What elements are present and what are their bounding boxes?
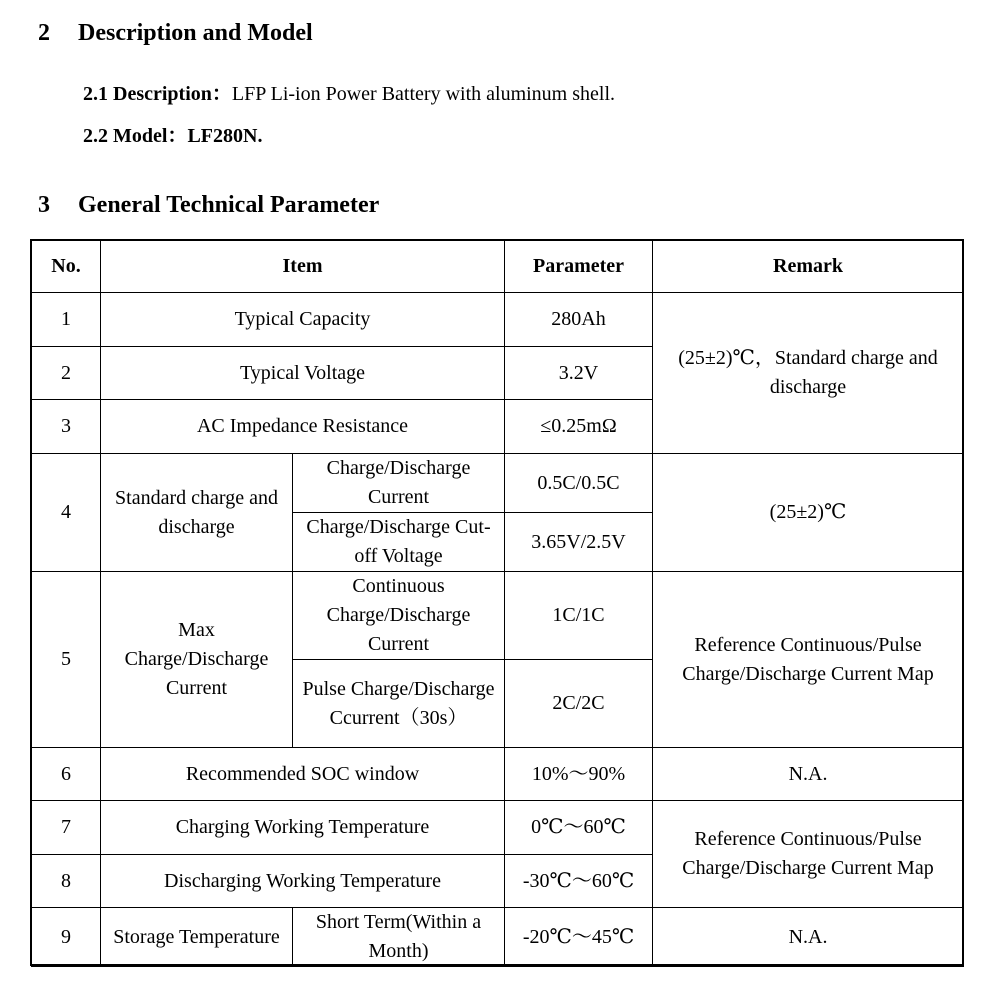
row-3-item: AC Impedance Resistance — [101, 400, 505, 454]
row-4-item: Standard charge and discharge — [101, 454, 293, 572]
row-2-item: Typical Voltage — [101, 347, 505, 400]
section-2-number: 2 — [38, 20, 50, 46]
model-label: 2.2 Model： — [83, 125, 188, 147]
row-8-no: 8 — [32, 855, 101, 908]
row-5-parameter-2: 2C/2C — [505, 660, 653, 748]
row-4-sub-1: Charge/Discharge Current — [293, 454, 505, 513]
table-row — [32, 748, 964, 801]
row-9-item: Storage Temperature — [101, 908, 293, 967]
row-4-no: 4 — [32, 454, 101, 572]
section-3-heading — [38, 192, 379, 219]
row-6-item: Recommended SOC window — [101, 748, 505, 801]
row-9-no: 9 — [32, 908, 101, 967]
row-8-parameter: -30℃～60℃ — [505, 855, 653, 908]
section-3-title: General Technical Parameter — [78, 192, 380, 218]
description-line — [83, 77, 615, 106]
header-parameter: Parameter — [505, 241, 653, 293]
row-5-no: 5 — [32, 572, 101, 748]
table-row — [32, 454, 964, 513]
row-3-no: 3 — [32, 400, 101, 454]
row-9-sub: Short Term(Within a Month) — [293, 908, 505, 967]
section-2-heading — [38, 20, 313, 47]
row-2-no: 2 — [32, 347, 101, 400]
row-9-remark: N.A. — [653, 908, 964, 967]
row-1-item: Typical Capacity — [101, 293, 505, 347]
row-7-no: 7 — [32, 801, 101, 855]
header-item: Item — [101, 241, 505, 293]
row-4-remark: (25±2)℃ — [653, 454, 964, 572]
row-4-sub-2: Charge/Discharge Cut-off Voltage — [293, 513, 505, 572]
table-row — [32, 293, 964, 347]
remark-rows-1-3: (25±2)℃，Standard charge and discharge — [653, 293, 964, 454]
row-5-sub-2: Pulse Charge/Discharge Ccurrent（30s） — [293, 660, 505, 748]
row-6-parameter: 10%～90% — [505, 748, 653, 801]
row-5-item: Max Charge/Discharge Current — [101, 572, 293, 748]
row-2-parameter: 3.2V — [505, 347, 653, 400]
row-5-parameter-1: 1C/1C — [505, 572, 653, 660]
row-6-no: 6 — [32, 748, 101, 801]
table-row — [32, 801, 964, 855]
remark-rows-7-8: Reference Continuous/Pulse Charge/Discharge Current Map — [653, 801, 964, 908]
row-4-parameter-1: 0.5C/0.5C — [505, 454, 653, 513]
row-7-item: Charging Working Temperature — [101, 801, 505, 855]
row-7-parameter: 0℃～60℃ — [505, 801, 653, 855]
row-5-remark: Reference Continuous/Pulse Charge/Discharge Current Map — [653, 572, 964, 748]
description-value: LFP Li-ion Power Battery with aluminum shell. — [231, 83, 616, 105]
table-header-row — [32, 241, 964, 293]
table-row — [32, 572, 964, 660]
section-2-title: Description and Model — [78, 20, 313, 46]
row-9-parameter: -20℃～45℃ — [505, 908, 653, 967]
row-5-sub-1: Continuous Charge/Discharge Current — [293, 572, 505, 660]
row-8-item: Discharging Working Temperature — [101, 855, 505, 908]
technical-parameter-table — [31, 240, 964, 967]
row-1-parameter: 280Ah — [505, 293, 653, 347]
row-4-parameter-2: 3.65V/2.5V — [505, 513, 653, 572]
model-line — [83, 119, 262, 148]
model-value: LF280N. — [187, 125, 263, 147]
header-no: No. — [32, 241, 101, 293]
row-1-no: 1 — [32, 293, 101, 347]
row-3-parameter: ≤0.25mΩ — [505, 400, 653, 454]
table-row — [32, 908, 964, 967]
header-remark: Remark — [653, 241, 964, 293]
description-label: 2.1 Description： — [83, 83, 232, 105]
section-3-number: 3 — [38, 192, 50, 218]
row-6-remark: N.A. — [653, 748, 964, 801]
